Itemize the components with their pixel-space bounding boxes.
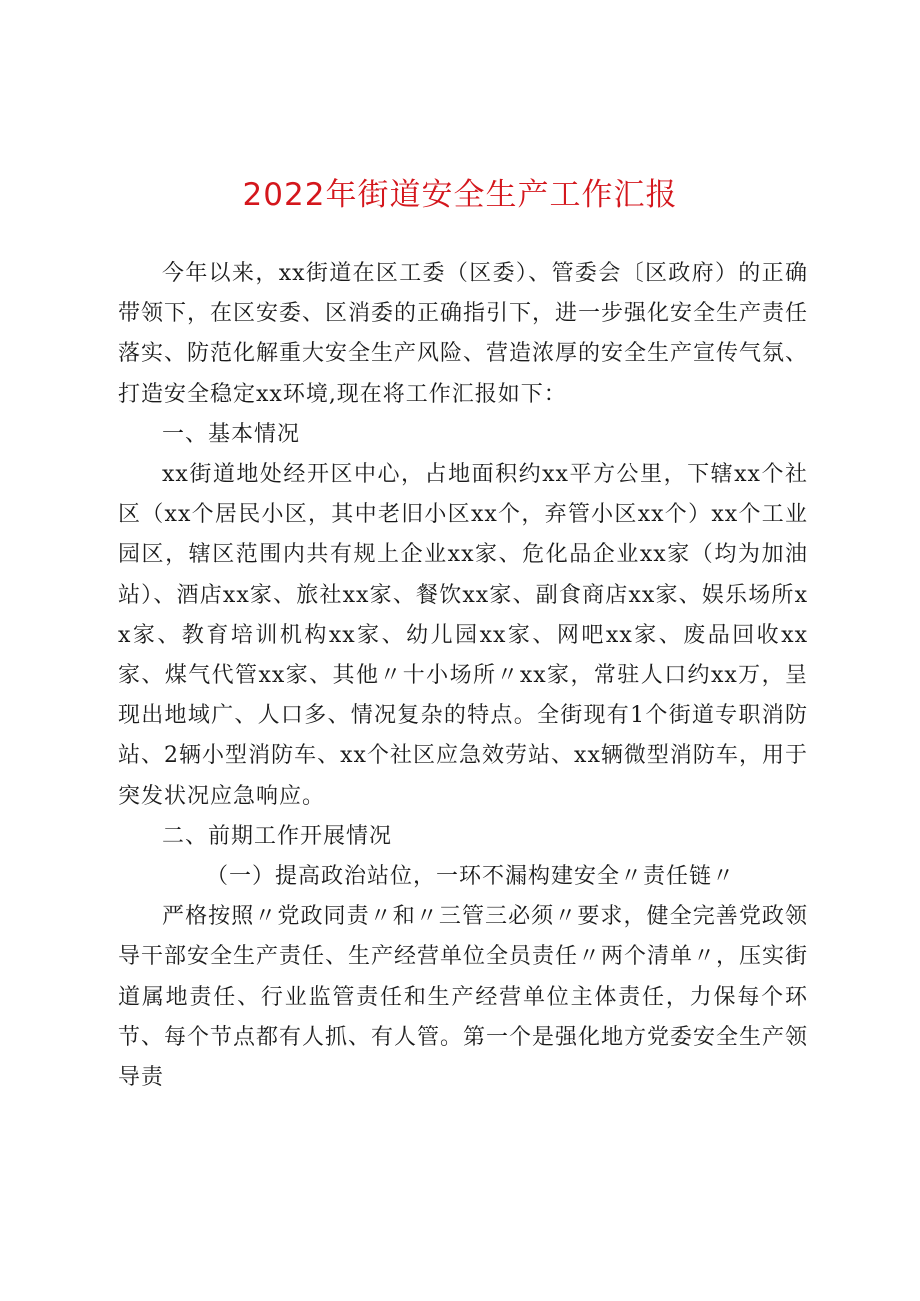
section-heading-prior-work: 二、前期工作开展情况 [162,823,393,849]
basic-situation-paragraph: xx街道地处经开区中心，占地面积约xx平方公里，下辖xx个社区（xx个居民小区，其中老旧小区xx个，弃管小区xx个）xx个工业园区，辖区范围内共有规上企业xx家、危化品企业xx家（均为加油站）、酒店xx家、旅社xx家、餐饮xx家、副食商店xx家、娱乐场所xx家、教育培训机构xx家、幼儿园xx家、网吧xx家、废品回收xx家、煤气代管xx家、其他〃十小场所〃xx家，常驻人口约xx万，呈现出地域广、人口多、情况复杂的特点。全街现有1个街道专职消防站、2辆小型消防车、xx个社区应急效劳站、xx辆微型消防车，用于突发状况应急响应。 [118,462,808,809]
document-body [118,254,808,1098]
section-heading-basic-situation: 一、基本情况 [162,421,301,447]
intro-paragraph: 今年以来，xx街道在区工委（区委）、管委会〔区政府）的正确带领下，在区安委、区消委的正确指引下，进一步强化安全生产责任落实、防范化解重大安全生产风险、营造浓厚的安全生产宣传气氛、打造安全稳定xx环境,现在将工作汇报如下： [118,261,809,407]
document-title: 2022年街道安全生产工作汇报 [242,177,678,213]
subsection-heading-1: （一）提高政治站位，一环不漏构建安全〃责任链〃 [206,864,736,890]
prior-work-paragraph: 严格按照〃党政同责〃和〃三管三必须〃要求，健全完善党政领导干部安全生产责任、生产经营单位全员责任〃两个清单〃，压实街道属地责任、行业监管责任和生产经营单位主体责任，力保每个环节、每个节点都有人抓、有人管。第一个是强化地方党委安全生产领导责 [118,904,809,1091]
